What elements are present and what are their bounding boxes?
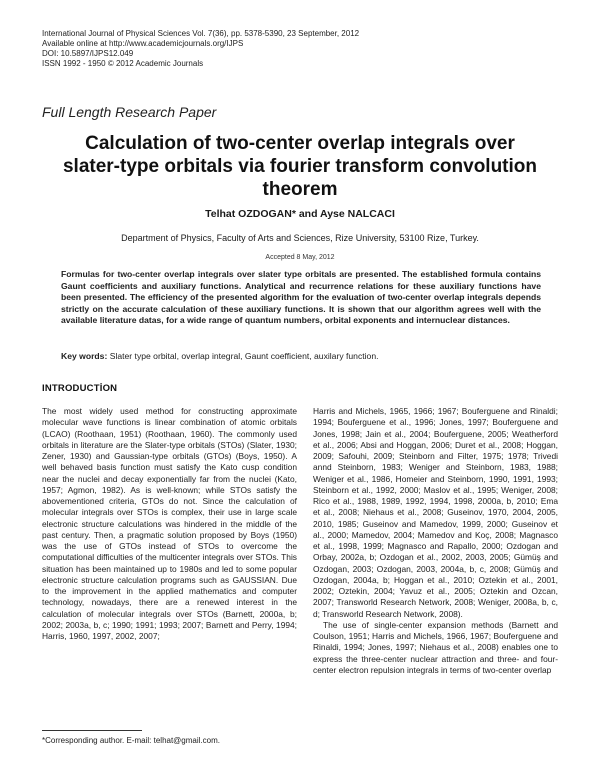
issn: ISSN 1992 - 1950 © 2012 Academic Journals: [42, 59, 204, 68]
affiliation: Department of Physics, Faculty of Arts and Sciences, Rize University, 53100 Rize, Turkey.: [121, 233, 479, 243]
paper-type: Full Length Research Paper: [42, 104, 217, 120]
authors: Telhat OZDOGAN* and Ayse NALCACI: [205, 208, 395, 220]
body-column-left: The most widely used method for constructing approximate molecular wave functions is linear combination of atomic orbitals (LCAO) (Roothaan, 1951) (Roothaan, 1960). The commonly used orbitals in literature are the Slater-type orbitals (STOs) (Slater, 1930; Zener, 1930) and Gaussian-type orbitals (GTOs) (Boys, 1950). A well behaved basis function must satisfy the Kato cusp condition near the nuclei and decay exponentially far from the nuclei (Kato, 1957; Agmon, 1982). As is well-known; while STOs satisfy the abovementioned criteria, GTOs do not. Since the calculation of molecular integrals over STOs is complex, their use in large scale electronic structure calculations was hindered in the middle of the past century. Then, a pragmatic solution proposed by Boys (1950) was the use of GTOs instead of STOs to overcome the computational difficulties of the multicenter integrals over STOs. This situation has been maintained up to 1980s and led to some popular electronic structure calculation programs such as GAUSSIAN. Due to the improvement in the applied mathematics and computer technology, nowadays, there are a renewed interest in the calculation of molecular integrals over STOs (Barnett, 2000a, b; 2002; 2003a, b, c; 1990; 1991; 1993; 2007; Barnett and Perry, 1994; Harris, 1960, 1997, 2002, 2007;: [42, 406, 297, 641]
keywords: [61, 351, 541, 361]
footnote: *Corresponding author. E-mail: telhat@gmail.com.: [42, 736, 220, 745]
keywords-label: Key words:: [61, 351, 108, 361]
footnote-rule: [42, 730, 142, 731]
body-column-right: [313, 406, 558, 676]
journal-header: [42, 29, 359, 69]
paper-title: Calculation of two-center overlap integrals over slater-type orbitals via fourier transform convolution theorem: [62, 133, 538, 200]
accepted-date: Accepted 8 May, 2012: [265, 254, 335, 261]
keywords-text: Slater type orbital, overlap integral, Gaunt coefficient, auxilary function.: [109, 351, 379, 361]
section-heading: INTRODUCTİON: [42, 383, 118, 394]
body-paragraph: Harris and Michels, 1965, 1966; 1967; Bouferguene and Rinaldi; 1994; Bouferguene et al., 1996; Jones, 1997; Bouferguene and Jones, 1998; Jain et al., 2004; Bouferguene, 2005; Weatherford et al., 2006; Absi and Hoggan, 2006; Duret et al., 2008; Hoggan, 2009; Safouhi, 2009; Steinborn and Filter, 1975; 1978; Trivedi annd Steinborn, 1983; Weniger and Steinborn, 1983, 1988; Weniger et al., 1986, Homeier and Steinborn, 1990, 1991, 1993; Steinborn et al., 1992, 2000; Maslov et al., 1995; Weniger, 2008; Rico et al., 1988, 1989, 1992, 1994, 1998, 2000a, b, 2010; Ema et al., 2008; Niehaus et al., 2008; Guseinov, 1970, 2004, 2005, 2010, 1985; Guseinov and Mamedov, 1999, 2000; Guseinov et al., 2000; Mamedov, 2004; Mamedov and Koç, 2008; Magnasco et al., 1998, 1999; Magnasco and Rapallo, 2000; Ozdogan and Orbay, 2002a, b; Ozdogan et al., 2002, 2003, 2005; Gümüş and Ozdogan, 2003; Ozdogan, 2003, 2004a, b, c, 2008; Gümüş and Ozdogan, 2004a, b; Hoggan et al., 2010; Oztekin et al., 2001, 2002; Oztekin, 2004; Yavuz et al., 2005; Oztekin and Ozcan, 2007; Transworld Research Network, 2008; Weniger, 2008a, b, c, d; Transworld Research Network, 2008).: [313, 406, 558, 619]
body-paragraph: The use of single-center expansion methods (Barnett and Coulson, 1951; Harris and Michels, 1966, 1967; Bouferguene and Rinaldi, 1994; Jones, 1997; Niehaus et al., 2008) enables one to express the three-center nuclear attraction and three- and four-center electron repulsion integrals in terms of two-center overlap: [313, 619, 558, 675]
journal-availability: Available online at http://www.academicjournals.org/IJPS: [42, 39, 244, 48]
doi: DOI: 10.5897/IJPS12.049: [42, 49, 134, 58]
abstract: Formulas for two-center overlap integrals over slater type orbitals are presented. The established formula contains Gaunt coefficients and auxiliary functions. Analytical and recurrence relations for these auxiliary functions have been presented. The efficiency of the presented algorithm for the evaluation of two-center overlap integrals depends strictly on the accurate calculation of these auxiliary functions. It is shown that our algorithm agrees well with the available literature datas, for a wide range of quantum numbers, orbital exponents and internuclear distances.: [61, 269, 541, 325]
journal-citation: International Journal of Physical Sciences Vol. 7(36), pp. 5378-5390, 23 September, 2012: [42, 29, 360, 38]
